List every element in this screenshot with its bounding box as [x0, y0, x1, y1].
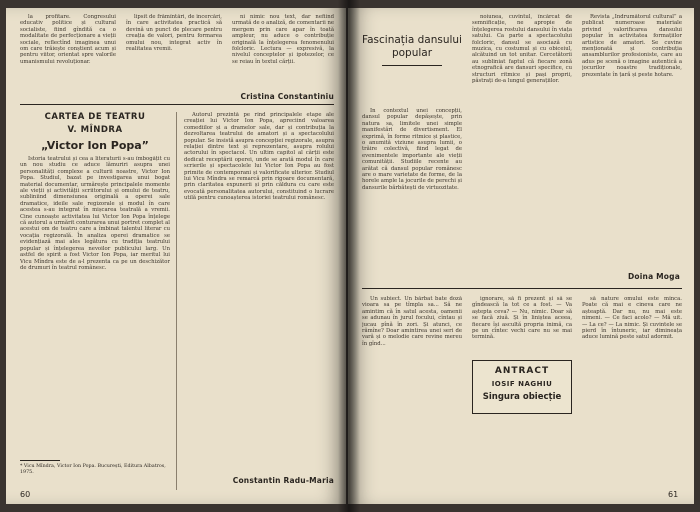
page-number-right: 61: [668, 490, 679, 499]
antract-author: IOSIF NAGHIU: [491, 380, 553, 388]
column-divider: [176, 112, 177, 490]
section-divider: [20, 104, 334, 105]
right-section-divider: [362, 288, 682, 289]
review-heading-2: V. MÎNDRA: [67, 125, 123, 135]
top-column-2: lipsit de frămîntări, de încercări, în care activitatea practică să devină un punct de plecare pentru creația de valori, pentru formarea omului nou, integrat activ în realitatea vremii.: [126, 14, 222, 53]
review-title: „Victor Ion Popa”: [41, 139, 149, 152]
footnote: * Vicu Mîndra, Victor Ion Popa. București, Editura Albatros, 1975.: [20, 464, 166, 475]
book-gutter: [338, 0, 360, 512]
top-column-3: ni nimic nou text, dar nefiind urmată de o analiză, de comentarii ne mergem prin care apar în toată ampleur, nu aduce o contribuție originală la înțelegerea fenomenului folcloric. Lectura — expresivă, la nivelul conceptelor și ipotezelor, ce se reiau în textul cărții.: [232, 14, 334, 65]
body-column-2: Autorul prezintă pe rînd principalele etape ale creației lui Victor Ion Popa, apreciind valoarea comediilor și a dramelor sale, dar și contribuția la dezvoltarea teatrului de amatori și a spectacolului popular. Se insistă asupra concepției regizorale, asupra relației dintre text și reprezentare, asupra rolului actorului în spectacol. Un ultim capitol al cărții este dedicat receptării operei, unde se arată modul în care scrierile și spectacolele lui Victor Ion Popa au fost primite de contemporani și valorificate ulterior. Studiul lui Vicu Mîndra se remarcă prin rigoare documentară, prin claritatea expunerii și prin căldura cu care este evocată personalitatea autorului, constituind o lucrare utilă pentru cunoașterea istoriei teatrului românesc.: [184, 112, 334, 202]
bottom-column-1: Un subiect. Un bărbat bate doză vioara sa pe tîmpla sa... Să ne amintim că în satul acesta, oamenii se adunau în jurul focului, cîntau și jucau pînă în zori. Și atunci, ce rămîne? Doar amintirea unei seri de vară și o melodie care revine mereu în gînd...: [362, 296, 462, 347]
page-number-left: 60: [20, 490, 31, 499]
article-title-block: [362, 34, 462, 66]
bottom-column-3: să nature omului este mînca. Poate că mai e cineva care ne așteaptă. Dar nu, nu mai este nimeni. — Ce faci acolo? — Mă uit. — La ce? — La nimic. Și cuvintele se pierd în întuneric, iar dimineața aduce lumină peste satul adormit.: [582, 296, 682, 341]
footnote-rule: [20, 460, 60, 461]
right-page: [348, 8, 694, 504]
body-column-1: Istoria teatrului și cea a literaturii s-au îmbogățit cu un nou studiu ce aduce lămuriri asupra unei personalități complexe a culturii noastre, Victor Ion Popa. Studiul, bazat pe investigarea unui bogat material documentar, urmărește principalele momente ale vieții și activității scriitorului și omului de teatru, subliniind dimensiunea originală a operei sale dramatice, ideile sale regizorale și modul în care acestea s-au integrat în mișcarea teatrală a vremii. Cine cunoaște activitatea lui Victor Ion Popa înțelege că autorul a urmărit conturarea unui portret complet al acestui om de teatru care a îmbinat talentul literar cu vocația regizorală. În analiza operei dramatice se evidențiază mai ales legătura cu tradiția teatrului popular și înțelegerea nevoilor publicului larg. Un astfel de spirit a fost Victor Ion Popa, iar meritul lui Vicu Mîndra este de a-l prezenta ca pe un deschizător de drumuri în teatrul românesc.: [20, 156, 170, 271]
author-top: Cristina Constantiniu: [240, 92, 334, 101]
title-underline: [382, 65, 442, 66]
bottom-column-2: ignorare, să fi prezent și să se gîndească la tot ce a fost. — Va aștepta ceva? — Nu, nimic. Doar să se facă ziuă. Și în liniștea aceea, fiecare își ascultă propria inimă, ca pe un cîntec vechi care nu se mai termină.: [472, 296, 572, 341]
left-page: [6, 8, 346, 504]
author-right-top: Doina Moga: [627, 272, 680, 281]
author-bottom: Constantin Radu-Maria: [232, 476, 334, 485]
article-title: Fascinația dansului popular: [362, 34, 462, 59]
right-column-3: Revista „Îndrumătorul cultural” a publicat numeroase materiale privind valorificarea dansului popular în activitatea formațiilor artistice de amatori. Se cuvine menționată și contribuția ansamblurilor profesioniste, care au adus pe scenă o imagine autentică a jocurilor noastre tradiționale, prezentate în țară și peste hotare.: [582, 14, 682, 78]
top-column-1: la profitare. Congresului educativ politice și cultural socialiste, fiind gîndită ca o modalitate de perfecționare a vieții sociale, reflectînd imaginea unui om care trăiește conștient acum și pentru viitor, orientat spre valorile umanismului revoluționar.: [20, 14, 116, 65]
right-column-1: In contextul unei concepții, dansul popular depășește, prin natura sa, limitele unei simple manifestări de divertisment. El exprimă, în forme ritmice și plastice, o anumită viziune asupra lumii, o trăire colectivă, fiind legat de evenimentele importante ale vieții comunității. Studiile recente au arătat că dansul popular românesc are o mare varietate de forme, de la horele ample la jocurile de perechi și dansurile bărbătești de virtuozitate.: [362, 108, 462, 191]
review-heading-block: [20, 112, 170, 152]
right-column-2: noiunea, cuvîntul, încărcat de semnificație, ne apropie de înțelegerea rostului dansului în viața satului. Ca parte a spectacolului folcloric, dansul se asociază cu muzica, cu costumul și cu obiceiul, alcătuind un tot unitar. Cercetătorii au subliniat faptul că fiecare zonă etnografică are dansuri specifice, cu structuri ritmice și pași proprii, păstrați de-a lungul generațiilor.: [472, 14, 572, 85]
antract-title: Singura obiecție: [482, 392, 562, 402]
antract-box: [472, 360, 572, 414]
antract-label: ANTRACT: [494, 366, 550, 376]
review-heading-1: CARTEA DE TEATRU: [44, 112, 146, 122]
